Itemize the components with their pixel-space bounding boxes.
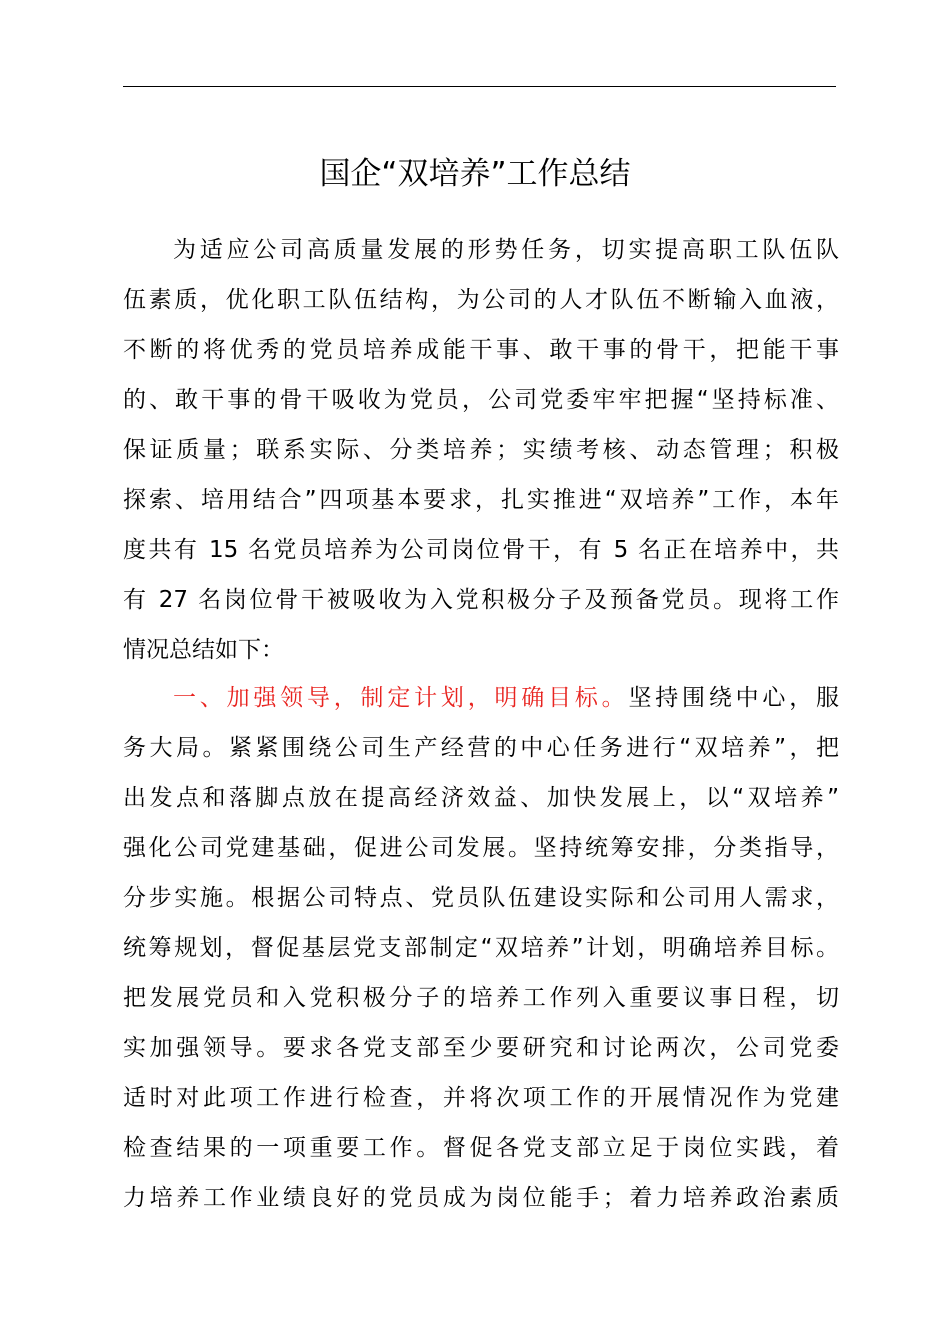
text-line: 检查结果的一项重要工作。督促各党支部立足于岗位实践，着 [123,1135,839,1161]
text-line: 探索、培用结合”四项基本要求，扎实推进“双培养”工作，本年 [123,487,839,513]
text-line: 情况总结如下： [123,637,284,663]
document-title: 国企“双培养”工作总结 [319,156,631,192]
text-line: 分步实施。根据公司特点、党员队伍建设实际和公司用人需求， [123,885,839,911]
text-line: 把发展党员和入党积极分子的培养工作列入重要议事日程，切 [123,985,839,1011]
text-line: 伍素质，优化职工队伍结构，为公司的人才队伍不断输入血液， [123,287,839,313]
text-line: 实加强领导。要求各党支部至少要研究和讨论两次，公司党委 [123,1035,839,1061]
text-line: 力培养工作业绩良好的党员成为岗位能手；着力培养政治素质 [123,1185,839,1211]
text-line: 统筹规划，督促基层党支部制定“双培养”计划，明确培养目标。 [123,935,839,961]
text-line: 务大局。紧紧围绕公司生产经营的中心任务进行“双培养”，把 [123,735,839,761]
section-heading: 一、加强领导，制定计划，明确目标。 [173,685,629,711]
text-line: 度共有 15 名党员培养为公司岗位骨干，有 5 名正在培养中，共 [123,537,839,563]
text-line: 适时对此项工作进行检查，并将次项工作的开展情况作为党建 [123,1085,839,1111]
text-line: 保证质量；联系实际、分类培养；实绩考核、动态管理；积极 [123,437,839,463]
header-rule [123,86,836,87]
text-line: 为适应公司高质量发展的形势任务，切实提高职工队伍队 [173,237,839,263]
text-line: 不断的将优秀的党员培养成能干事、敢干事的骨干，把能干事 [123,337,839,363]
section-heading-rest: 坚持围绕中心，服 [628,685,839,711]
section-heading-line [123,680,839,716]
text-line: 出发点和落脚点放在提高经济效益、加快发展上，以“双培养” [123,785,839,811]
text-line: 有 27 名岗位骨干被吸收为入党积极分子及预备党员。现将工作 [123,587,839,613]
text-line: 的、敢干事的骨干吸收为党员，公司党委牢牢把握“坚持标准、 [123,387,839,413]
text-line: 强化公司党建基础，促进公司发展。坚持统筹安排，分类指导， [123,835,839,861]
